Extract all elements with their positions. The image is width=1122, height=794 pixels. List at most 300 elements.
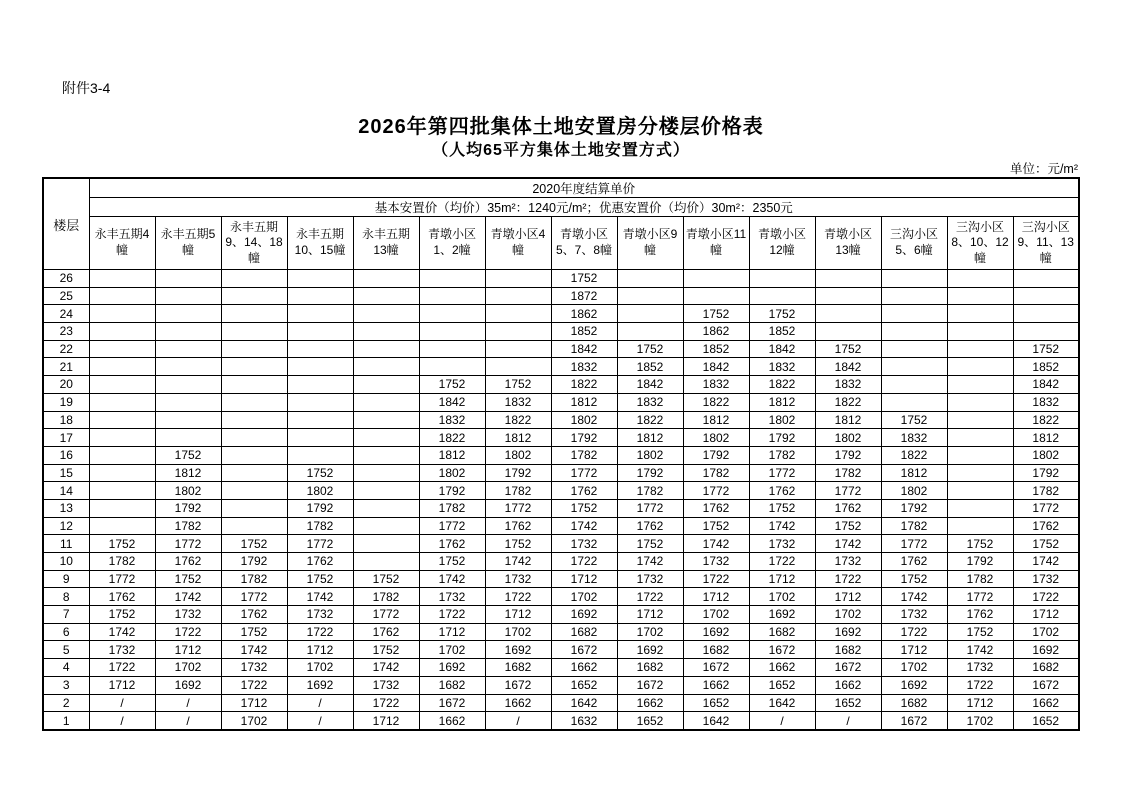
price-table-body bbox=[43, 270, 1079, 730]
price-cell: 1642 bbox=[749, 694, 815, 712]
price-cell: 1662 bbox=[551, 659, 617, 677]
price-cell: 1712 bbox=[485, 606, 551, 624]
price-cell: 1712 bbox=[155, 641, 221, 659]
price-cell: 1782 bbox=[155, 517, 221, 535]
price-cell: 1732 bbox=[551, 535, 617, 553]
price-cell: 1812 bbox=[551, 393, 617, 411]
table-row bbox=[43, 376, 1079, 394]
price-cell: 1752 bbox=[815, 340, 881, 358]
price-cell: 1752 bbox=[155, 570, 221, 588]
price-cell bbox=[287, 340, 353, 358]
price-cell: 1752 bbox=[89, 606, 155, 624]
table-row bbox=[43, 517, 1079, 535]
price-cell bbox=[419, 287, 485, 305]
price-cell: 1852 bbox=[749, 323, 815, 341]
price-cell: 1712 bbox=[617, 606, 683, 624]
price-cell: 1652 bbox=[617, 712, 683, 730]
price-cell: 1752 bbox=[89, 535, 155, 553]
price-cell bbox=[485, 358, 551, 376]
price-cell: 1752 bbox=[485, 535, 551, 553]
price-cell: 1662 bbox=[1013, 694, 1079, 712]
price-cell: 1672 bbox=[683, 659, 749, 677]
table-row bbox=[43, 606, 1079, 624]
price-cell: 1742 bbox=[617, 553, 683, 571]
price-cell bbox=[287, 393, 353, 411]
price-cell: 1802 bbox=[749, 411, 815, 429]
price-cell: 1772 bbox=[749, 464, 815, 482]
price-cell bbox=[419, 270, 485, 288]
price-cell: 1702 bbox=[749, 588, 815, 606]
price-cell: 1672 bbox=[881, 712, 947, 730]
price-cell: 1772 bbox=[617, 499, 683, 517]
price-cell bbox=[353, 517, 419, 535]
price-cell: 1712 bbox=[89, 676, 155, 694]
price-cell bbox=[155, 340, 221, 358]
price-cell bbox=[683, 270, 749, 288]
price-cell: 1782 bbox=[881, 517, 947, 535]
floor-cell: 20 bbox=[43, 376, 89, 394]
price-cell: 1802 bbox=[617, 446, 683, 464]
price-cell: 1772 bbox=[947, 588, 1013, 606]
price-cell: 1762 bbox=[221, 606, 287, 624]
price-cell bbox=[947, 287, 1013, 305]
price-cell bbox=[353, 270, 419, 288]
price-cell: 1692 bbox=[155, 676, 221, 694]
table-row bbox=[43, 570, 1079, 588]
price-cell: 1762 bbox=[881, 553, 947, 571]
price-cell: 1772 bbox=[1013, 499, 1079, 517]
building-column-header: 青墩小区9幢 bbox=[617, 217, 683, 270]
price-cell: 1652 bbox=[683, 694, 749, 712]
price-cell: 1712 bbox=[353, 712, 419, 730]
price-cell: 1702 bbox=[419, 641, 485, 659]
floor-cell: 10 bbox=[43, 553, 89, 571]
price-table bbox=[42, 177, 1080, 731]
price-cell: 1692 bbox=[617, 641, 683, 659]
price-cell: 1722 bbox=[155, 623, 221, 641]
unit-note: 单位：元/m² bbox=[1009, 162, 1078, 176]
price-cell bbox=[881, 270, 947, 288]
price-cell: 1832 bbox=[815, 376, 881, 394]
floor-cell: 17 bbox=[43, 429, 89, 447]
price-cell: 1762 bbox=[683, 499, 749, 517]
price-cell bbox=[221, 429, 287, 447]
price-cell bbox=[353, 411, 419, 429]
price-cell bbox=[287, 376, 353, 394]
price-cell: 1762 bbox=[551, 482, 617, 500]
price-cell: 1852 bbox=[683, 340, 749, 358]
price-cell: 1692 bbox=[815, 623, 881, 641]
price-cell: / bbox=[155, 712, 221, 730]
price-cell: 1742 bbox=[485, 553, 551, 571]
price-cell: 1852 bbox=[1013, 358, 1079, 376]
price-cell: 1702 bbox=[1013, 623, 1079, 641]
price-cell: 1782 bbox=[353, 588, 419, 606]
price-cell: 1722 bbox=[947, 676, 1013, 694]
price-cell: 1632 bbox=[551, 712, 617, 730]
price-cell: / bbox=[287, 694, 353, 712]
price-cell: 1662 bbox=[749, 659, 815, 677]
price-cell: 1702 bbox=[287, 659, 353, 677]
price-cell bbox=[353, 499, 419, 517]
price-cell: 1752 bbox=[419, 376, 485, 394]
building-column-header: 青墩小区1、2幢 bbox=[419, 217, 485, 270]
price-cell: 1752 bbox=[155, 446, 221, 464]
price-cell bbox=[419, 358, 485, 376]
price-cell bbox=[353, 482, 419, 500]
price-cell: 1842 bbox=[617, 376, 683, 394]
price-cell bbox=[155, 393, 221, 411]
price-cell: 1732 bbox=[353, 676, 419, 694]
price-cell bbox=[155, 305, 221, 323]
price-cell bbox=[353, 464, 419, 482]
price-cell: 1732 bbox=[89, 641, 155, 659]
price-cell: 1842 bbox=[419, 393, 485, 411]
price-cell: 1852 bbox=[617, 358, 683, 376]
price-cell: 1732 bbox=[617, 570, 683, 588]
building-column-header: 青墩小区5、7、8幢 bbox=[551, 217, 617, 270]
price-cell: 1872 bbox=[551, 287, 617, 305]
price-cell: 1672 bbox=[815, 659, 881, 677]
floor-cell: 11 bbox=[43, 535, 89, 553]
price-cell: 1712 bbox=[947, 694, 1013, 712]
price-cell: 1682 bbox=[881, 694, 947, 712]
price-cell: 1742 bbox=[221, 641, 287, 659]
price-cell bbox=[617, 323, 683, 341]
price-cell: 1822 bbox=[485, 411, 551, 429]
building-column-header: 青墩小区4幢 bbox=[485, 217, 551, 270]
price-cell bbox=[89, 499, 155, 517]
price-cell: 1842 bbox=[815, 358, 881, 376]
price-cell: 1782 bbox=[1013, 482, 1079, 500]
building-column-header: 永丰五期10、15幢 bbox=[287, 217, 353, 270]
price-cell: 1782 bbox=[221, 570, 287, 588]
price-cell bbox=[353, 305, 419, 323]
price-cell: 1842 bbox=[551, 340, 617, 358]
price-cell: 1742 bbox=[287, 588, 353, 606]
building-column-header: 永丰五期4幢 bbox=[89, 217, 155, 270]
floor-cell: 9 bbox=[43, 570, 89, 588]
floor-cell: 5 bbox=[43, 641, 89, 659]
price-cell: 1752 bbox=[617, 340, 683, 358]
price-cell: 1692 bbox=[419, 659, 485, 677]
building-column-header: 青墩小区13幢 bbox=[815, 217, 881, 270]
price-cell: 1682 bbox=[683, 641, 749, 659]
price-cell: 1642 bbox=[551, 694, 617, 712]
price-cell: 1782 bbox=[287, 517, 353, 535]
floor-cell: 12 bbox=[43, 517, 89, 535]
price-cell: 1762 bbox=[287, 553, 353, 571]
price-cell bbox=[881, 323, 947, 341]
price-cell: 1722 bbox=[617, 588, 683, 606]
price-cell: 1782 bbox=[683, 464, 749, 482]
price-cell: 1732 bbox=[485, 570, 551, 588]
price-cell: 1722 bbox=[551, 553, 617, 571]
price-cell: 1832 bbox=[1013, 393, 1079, 411]
price-cell: 1832 bbox=[881, 429, 947, 447]
page-title: 2026年第四批集体土地安置房分楼层价格表 bbox=[358, 116, 764, 138]
table-row bbox=[43, 535, 1079, 553]
price-cell: 1792 bbox=[617, 464, 683, 482]
price-cell: 1762 bbox=[353, 623, 419, 641]
price-cell: 1772 bbox=[815, 482, 881, 500]
price-cell: 1732 bbox=[947, 659, 1013, 677]
price-cell: 1652 bbox=[1013, 712, 1079, 730]
price-cell: 1652 bbox=[749, 676, 815, 694]
price-cell: 1662 bbox=[617, 694, 683, 712]
price-cell: 1732 bbox=[221, 659, 287, 677]
building-header-row bbox=[43, 217, 1079, 270]
price-cell bbox=[947, 464, 1013, 482]
price-cell: 1782 bbox=[947, 570, 1013, 588]
price-cell: 1702 bbox=[617, 623, 683, 641]
price-cell: 1832 bbox=[749, 358, 815, 376]
table-row bbox=[43, 641, 1079, 659]
price-cell: / bbox=[485, 712, 551, 730]
building-column-header: 青墩小区12幢 bbox=[749, 217, 815, 270]
price-cell: 1682 bbox=[419, 676, 485, 694]
table-row bbox=[43, 553, 1079, 571]
building-column-header: 永丰五期9、14、18幢 bbox=[221, 217, 287, 270]
price-cell bbox=[947, 270, 1013, 288]
page-subtitle: （人均65平方集体土地安置方式） bbox=[432, 142, 690, 159]
price-cell: 1732 bbox=[683, 553, 749, 571]
price-cell: 1692 bbox=[1013, 641, 1079, 659]
price-cell: 1722 bbox=[419, 606, 485, 624]
price-cell: 1752 bbox=[1013, 340, 1079, 358]
price-cell: 1782 bbox=[815, 464, 881, 482]
price-cell bbox=[947, 446, 1013, 464]
price-cell: 1762 bbox=[749, 482, 815, 500]
price-cell: 1772 bbox=[353, 606, 419, 624]
price-cell: 1742 bbox=[815, 535, 881, 553]
price-cell: 1822 bbox=[419, 429, 485, 447]
price-cell bbox=[221, 376, 287, 394]
price-cell bbox=[881, 393, 947, 411]
price-cell bbox=[881, 287, 947, 305]
price-cell bbox=[89, 482, 155, 500]
price-cell: 1822 bbox=[815, 393, 881, 411]
price-cell: 1752 bbox=[353, 641, 419, 659]
price-cell: 1802 bbox=[815, 429, 881, 447]
price-cell bbox=[353, 358, 419, 376]
price-cell bbox=[881, 376, 947, 394]
price-cell: 1722 bbox=[89, 659, 155, 677]
price-cell: 1722 bbox=[1013, 588, 1079, 606]
price-cell: 1742 bbox=[947, 641, 1013, 659]
price-cell: / bbox=[89, 712, 155, 730]
price-cell: 1822 bbox=[683, 393, 749, 411]
price-cell: / bbox=[815, 712, 881, 730]
price-cell: 1752 bbox=[881, 570, 947, 588]
floor-cell: 2 bbox=[43, 694, 89, 712]
table-row bbox=[43, 712, 1079, 730]
table-row bbox=[43, 659, 1079, 677]
price-cell bbox=[89, 517, 155, 535]
price-cell: 1772 bbox=[881, 535, 947, 553]
price-cell: 1742 bbox=[89, 623, 155, 641]
price-cell bbox=[419, 340, 485, 358]
price-cell: 1832 bbox=[617, 393, 683, 411]
price-cell bbox=[89, 393, 155, 411]
price-cell: 1662 bbox=[485, 694, 551, 712]
price-cell: 1822 bbox=[551, 376, 617, 394]
price-cell: 1682 bbox=[617, 659, 683, 677]
floor-cell: 21 bbox=[43, 358, 89, 376]
table-row bbox=[43, 464, 1079, 482]
price-cell: 1802 bbox=[485, 446, 551, 464]
price-cell: 1752 bbox=[419, 553, 485, 571]
price-cell bbox=[353, 553, 419, 571]
price-cell: 1752 bbox=[947, 535, 1013, 553]
price-cell: 1722 bbox=[485, 588, 551, 606]
price-cell: 1702 bbox=[485, 623, 551, 641]
price-cell: 1732 bbox=[749, 535, 815, 553]
price-cell: 1732 bbox=[155, 606, 221, 624]
price-cell: 1812 bbox=[881, 464, 947, 482]
price-cell: 1752 bbox=[287, 570, 353, 588]
price-cell bbox=[155, 287, 221, 305]
price-cell: 1712 bbox=[815, 588, 881, 606]
price-cell bbox=[353, 323, 419, 341]
price-cell: 1842 bbox=[1013, 376, 1079, 394]
price-cell: 1712 bbox=[1013, 606, 1079, 624]
base-price-note: 基本安置价（均价）35m²：1240元/m²；优惠安置价（均价）30m²：2350元 bbox=[89, 198, 1079, 217]
price-cell bbox=[1013, 323, 1079, 341]
price-cell: 1702 bbox=[947, 712, 1013, 730]
price-cell: 1712 bbox=[287, 641, 353, 659]
price-cell bbox=[287, 305, 353, 323]
price-cell bbox=[485, 340, 551, 358]
price-cell bbox=[221, 323, 287, 341]
price-cell: / bbox=[89, 694, 155, 712]
price-cell bbox=[947, 323, 1013, 341]
price-cell: 1642 bbox=[683, 712, 749, 730]
table-row bbox=[43, 340, 1079, 358]
price-cell bbox=[947, 340, 1013, 358]
price-cell: 1702 bbox=[815, 606, 881, 624]
price-cell: 1802 bbox=[551, 411, 617, 429]
price-cell: 1782 bbox=[617, 482, 683, 500]
price-cell bbox=[947, 358, 1013, 376]
floor-cell: 24 bbox=[43, 305, 89, 323]
price-cell: 1692 bbox=[749, 606, 815, 624]
price-cell: 1762 bbox=[485, 517, 551, 535]
price-cell: 1742 bbox=[683, 535, 749, 553]
price-cell: 1752 bbox=[947, 623, 1013, 641]
price-cell: 1662 bbox=[419, 712, 485, 730]
price-cell: 1792 bbox=[155, 499, 221, 517]
price-cell: 1692 bbox=[683, 623, 749, 641]
price-cell bbox=[155, 323, 221, 341]
price-cell bbox=[419, 305, 485, 323]
price-cell bbox=[155, 429, 221, 447]
price-cell bbox=[221, 287, 287, 305]
price-cell: 1792 bbox=[485, 464, 551, 482]
price-cell bbox=[221, 446, 287, 464]
price-cell: / bbox=[287, 712, 353, 730]
price-cell bbox=[749, 287, 815, 305]
price-cell: 1812 bbox=[749, 393, 815, 411]
price-cell: 1792 bbox=[947, 553, 1013, 571]
floor-cell: 3 bbox=[43, 676, 89, 694]
price-cell bbox=[221, 340, 287, 358]
price-cell: 1802 bbox=[881, 482, 947, 500]
price-cell: 1732 bbox=[815, 553, 881, 571]
price-cell bbox=[89, 305, 155, 323]
price-cell: 1752 bbox=[551, 499, 617, 517]
price-cell: 1752 bbox=[221, 535, 287, 553]
price-cell: 1752 bbox=[749, 499, 815, 517]
table-row bbox=[43, 676, 1079, 694]
price-cell bbox=[353, 535, 419, 553]
price-cell bbox=[221, 270, 287, 288]
price-cell: 1792 bbox=[815, 446, 881, 464]
price-cell: 1772 bbox=[485, 499, 551, 517]
price-cell: 1742 bbox=[551, 517, 617, 535]
price-cell: 1782 bbox=[89, 553, 155, 571]
price-cell: 1762 bbox=[617, 517, 683, 535]
price-cell bbox=[947, 429, 1013, 447]
price-cell bbox=[485, 287, 551, 305]
building-column-header: 三沟小区8、10、12幢 bbox=[947, 217, 1013, 270]
price-cell bbox=[287, 323, 353, 341]
price-cell bbox=[155, 376, 221, 394]
price-cell: 1812 bbox=[485, 429, 551, 447]
price-cell bbox=[947, 305, 1013, 323]
price-cell bbox=[1013, 270, 1079, 288]
price-cell bbox=[89, 287, 155, 305]
price-cell: 1782 bbox=[419, 499, 485, 517]
price-cell: 1752 bbox=[749, 305, 815, 323]
table-row bbox=[43, 287, 1079, 305]
price-cell: 1772 bbox=[419, 517, 485, 535]
price-cell bbox=[353, 376, 419, 394]
price-cell: 1862 bbox=[683, 323, 749, 341]
price-cell bbox=[221, 393, 287, 411]
price-cell bbox=[287, 446, 353, 464]
table-row bbox=[43, 429, 1079, 447]
price-cell: 1682 bbox=[1013, 659, 1079, 677]
price-cell bbox=[221, 464, 287, 482]
price-cell: 1682 bbox=[485, 659, 551, 677]
price-cell: 1762 bbox=[947, 606, 1013, 624]
price-cell bbox=[947, 517, 1013, 535]
table-row bbox=[43, 482, 1079, 500]
floor-column-header: 楼层 bbox=[43, 178, 89, 270]
price-cell: 1732 bbox=[881, 606, 947, 624]
price-cell bbox=[947, 393, 1013, 411]
price-cell: 1822 bbox=[1013, 411, 1079, 429]
price-cell: 1812 bbox=[617, 429, 683, 447]
price-cell bbox=[287, 287, 353, 305]
price-cell: 1722 bbox=[683, 570, 749, 588]
price-cell: 1672 bbox=[749, 641, 815, 659]
price-cell: 1682 bbox=[749, 623, 815, 641]
price-cell: 1862 bbox=[551, 305, 617, 323]
price-cell: 1772 bbox=[89, 570, 155, 588]
price-cell: 1792 bbox=[881, 499, 947, 517]
price-cell bbox=[353, 429, 419, 447]
price-cell bbox=[353, 393, 419, 411]
table-row bbox=[43, 411, 1079, 429]
building-column-header: 青墩小区11幢 bbox=[683, 217, 749, 270]
price-cell: 1752 bbox=[617, 535, 683, 553]
price-cell bbox=[155, 358, 221, 376]
price-cell: 1822 bbox=[881, 446, 947, 464]
price-cell bbox=[89, 270, 155, 288]
price-cell: 1812 bbox=[1013, 429, 1079, 447]
